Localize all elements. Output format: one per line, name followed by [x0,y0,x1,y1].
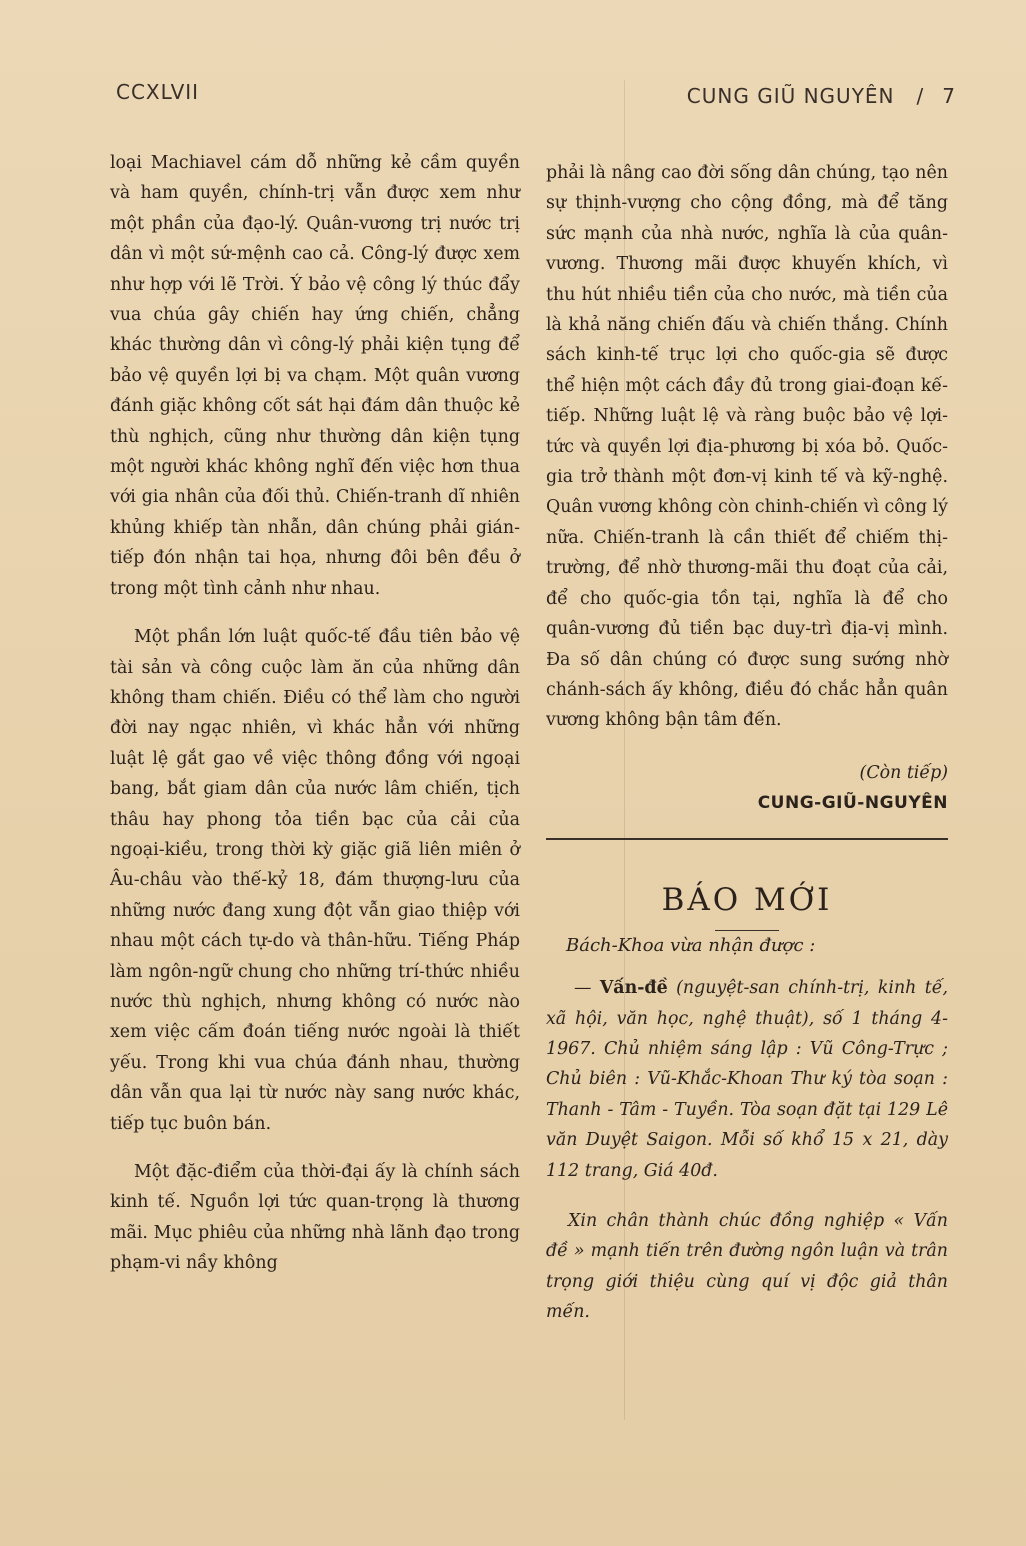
header-separator: / [916,84,925,108]
continued-note: (Còn tiếp) [859,762,948,783]
author-signature: CUNG-GIŨ-NGUYÊN [757,792,948,813]
entry-dash: — [574,978,600,999]
section-divider [546,838,948,840]
section-wish: Xin chân thành chúc đồng nghiệp « Vấn đề » mạnh tiến trên đường ngôn luận và trân trọng giới thiệu cùng quí vị độc giả thân mến. [546,1210,948,1323]
left-column [110,148,520,1279]
section-intro: Bách-Khoa vừa nhận được : [566,934,816,956]
left-paragraph-1: loại Machiavel cám dỗ những kẻ cầm quyền và ham quyền, chính-trị vẫn được xem như một phần của đạo-lý. Quân-vương trị nước trị dân vì một sứ-mệnh cao cả. Công-lý được xem như hợp với lẽ Trời. Ý bảo vệ công lý thúc đẩy vua chúa gây chiến hay ứng chiến, chẳng khác thường dân vì công-lý phải kiện tụng để bảo vệ quyền lợi bị va chạm. Một quân vương đánh giặc không cốt sát hại đám dân thuộc kẻ thù nghịch, cũng như thường dân kiện tụng một người khác không nghĩ đến việc hơn thua với gia nhân của đối thủ. Chiến-tranh dĩ nhiên khủng khiếp tàn nhẫn, dân chúng phải gián-tiếp đón nhận tai họa, nhưng đôi bên đều ở trong một tình cảnh như nhau. [110,153,520,599]
right-column [546,158,948,1328]
page-number: 7 [942,84,956,108]
periodical-entry [546,973,948,1186]
right-paragraph: phải là nâng cao đời sống dân chúng, tạo nên sự thịnh-vượng cho cộng đồng, mà để tăng sức mạnh của nhà nước, nghĩa là của quân-vương. Thương mãi được khuyến khích, vì thu hút nhiều tiền của cho nước, mà tiền của là khả năng chiến đấu và chiến thắng. Chính sách kinh-tế trục lợi cho quốc-gia sẽ được thể hiện một cách đầy đủ trong giai-đoạn kế-tiếp. Những luật lệ và ràng buộc bảo vệ lợi-tức và quyền lợi địa-phương bị xóa bỏ. Quốc-gia trở thành một đơn-vị kinh tế và kỹ-nghệ. Quân vương không còn chinh-chiến vì công lý nữa. Chiến-tranh là cần thiết để chiếm thị-trường, để nhờ thương-mãi thu đoạt của cải, để cho quốc-gia tồn tại, nghĩa là để cho quân-vương đủ tiền bạc duy-trì địa-vị mình. Đa số dân chúng có được sung sướng nhờ chánh-sách ấy không, điều đó chắc hẳn quân vương không bận tâm đến. [546,163,948,731]
running-header [687,84,956,108]
left-paragraph-2: Một phần lớn luật quốc-tế đầu tiên bảo vệ tài sản và công cuộc làm ăn của những dân không tham chiến. Điều có thể làm cho người đời nay ngạc nhiên, vì khác hẳn với những luật lệ gắt gao về việc thông đồng với ngoại bang, bắt giam dân của nước lâm chiến, tịch thâu hay phong tỏa tiền bạc của cải của ngoại-kiều, trong thời kỳ giặc giã liên miên ở Âu-châu vào thế-kỷ 18, đám thượng-lưu của những nước đang xung đột vẫn giao thiệp với nhau một cách tự-do và thân-hữu. Tiếng Pháp làm ngôn-ngữ chung cho những trí-thức nhiều nước thù nghịch, nhưng không có nước nào xem việc cấm đoán tiếng nước ngoài là thiết yếu. Trong khi vua chúa đánh nhau, thường dân vẫn qua lại từ nước này sang nước khác, tiếp tục buôn bán. [110,627,520,1134]
left-paragraph-3: Một đặc-điểm của thời-đại ấy là chính sách kinh tế. Nguồn lợi tức quan-trọng là thương mãi. Mục phiêu của những nhà lãnh đạo trong phạm-vi nầy không [110,1162,520,1274]
entry-details: (nguyệt-san chính-trị, kinh tế, xã hội, văn học, nghệ thuật), số 1 tháng 4-1967. Chủ nhiệm sáng lập : Vũ Công-Trực ; Chủ biên : Vũ-Khắc-Khoan Thư ký tòa soạn : Thanh - Tâm - Tuyền. Tòa soạn đặt tại 129 Lê văn Duyệt Saigon. Mỗi số khổ 15 x 21, dày 112 trang, Giá 40đ. [546,978,949,1181]
volume-number: CCXLVII [116,80,200,104]
section-title: BÁO MỚI [661,881,833,918]
entry-name: Vấn-đề [599,978,668,999]
running-title: CUNG GIŨ NGUYÊN [686,84,895,108]
